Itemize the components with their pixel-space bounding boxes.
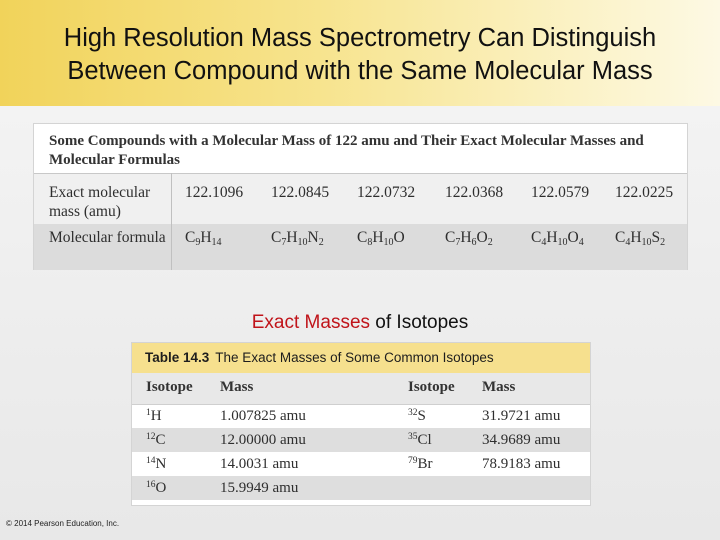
isotope-symbol: $^{79}$Br xyxy=(408,456,433,472)
exact-mass-cell: 122.0732 xyxy=(357,184,416,201)
isotopes-table-title-text: The Exact Masses of Some Common Isotopes xyxy=(215,350,494,365)
title-bar xyxy=(0,0,720,106)
isotopes-table-number: Table 14.3 xyxy=(145,350,210,365)
formula-cell: $C_7H_{10}N_2$ xyxy=(271,229,324,248)
section-label xyxy=(0,312,720,334)
column-header-isotope-right: Isotope xyxy=(408,379,455,395)
isotopes-table-title xyxy=(145,350,494,365)
isotope-mass: 12.00000 amu xyxy=(220,432,306,448)
copyright-notice: © 2014 Pearson Education, Inc. xyxy=(6,519,120,528)
exact-mass-cell: 122.0845 xyxy=(271,184,330,201)
isotope-symbol: $^{14}$N xyxy=(146,456,167,472)
isotope-symbol: $^{32}$S xyxy=(408,408,426,424)
isotope-symbol: $^{16}$O xyxy=(146,480,167,496)
table-divider xyxy=(171,173,172,270)
column-header-mass-left: Mass xyxy=(220,379,254,395)
isotope-symbol: $^{12}$C xyxy=(146,432,166,448)
isotope-symbol: $^{35}$Cl xyxy=(408,432,432,448)
formula-row-label: Molecular formula xyxy=(49,229,166,246)
isotope-symbol: $^1$H xyxy=(146,408,162,424)
formula-cell: $C_4H_{10}S_2$ xyxy=(615,229,666,248)
formula-cell: $C_9H_{14}$ xyxy=(185,229,222,248)
isotope-mass: 15.9949 amu xyxy=(220,480,299,496)
column-header-mass-right: Mass xyxy=(482,379,516,395)
isotope-mass: 78.9183 amu xyxy=(482,456,561,472)
exact-mass-cell: 122.0579 xyxy=(531,184,590,201)
exact-mass-cell: 122.0368 xyxy=(445,184,504,201)
formula-cell: $C_8H_{10}O$ xyxy=(357,229,405,248)
compounds-table-caption: Some Compounds with a Molecular Mass of 122 amu and Their Exact Molecular Masses and Molecular Formulas xyxy=(49,133,644,168)
exact-mass-cell: 122.1096 xyxy=(185,184,244,201)
isotope-mass: 14.0031 amu xyxy=(220,456,299,472)
formula-cell: $C_7H_6O_2$ xyxy=(445,229,493,248)
compounds-table xyxy=(33,123,688,270)
section-label-highlight: Exact Masses xyxy=(251,312,371,333)
isotopes-table-header xyxy=(132,343,590,373)
column-header-row xyxy=(132,373,590,405)
isotope-mass: 34.9689 amu xyxy=(482,432,561,448)
section-label-rest: of Isotopes xyxy=(370,312,469,333)
column-header-isotope-left: Isotope xyxy=(146,379,193,395)
isotopes-table xyxy=(131,342,591,506)
exact-mass-row-label: Exact molecular mass (amu) xyxy=(49,184,151,220)
slide-title-line-1: High Resolution Mass Spectrometry Can Distinguish xyxy=(63,24,657,52)
table-row xyxy=(132,476,590,500)
formula-cell: $C_4H_{10}O_4$ xyxy=(531,229,584,248)
isotope-mass: 31.9721 amu xyxy=(482,408,561,424)
isotope-mass: 1.007825 amu xyxy=(220,408,306,424)
slide-title xyxy=(0,22,720,88)
slide-title-line-2: Between Compound with the Same Molecular Mass xyxy=(67,57,653,85)
exact-mass-cell: 122.0225 xyxy=(615,184,674,201)
